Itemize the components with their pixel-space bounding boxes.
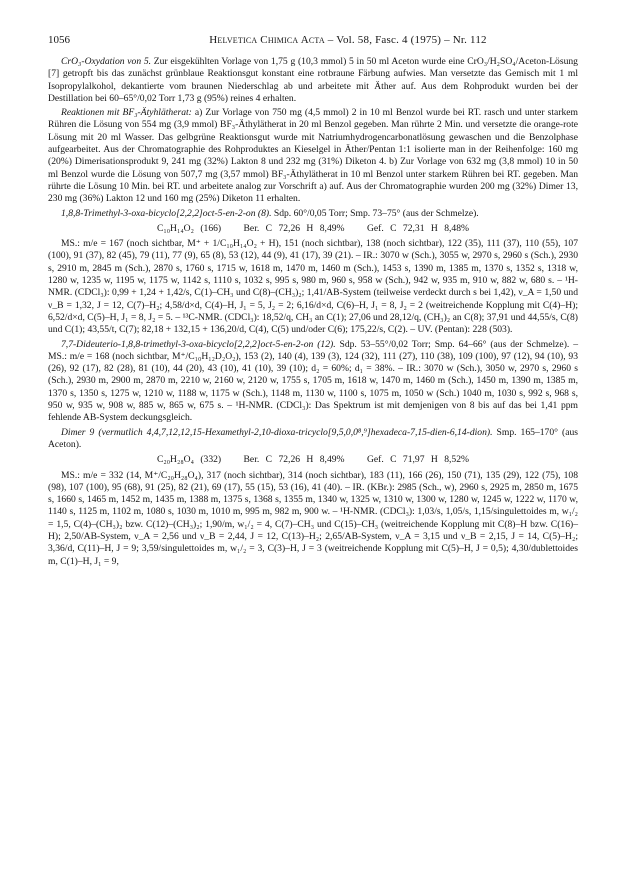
elemental-analysis-9 [48,454,578,466]
article-body [48,56,578,568]
page-number: 1056 [48,34,70,46]
calculated-values: Ber. C 72,26 H 8,49% [243,454,345,466]
paragraph-title: CrO₃-Oxydation von 5. [61,56,152,67]
paragraph-bf3-reactions [48,107,578,205]
paragraph-compound-12 [48,339,578,425]
paragraph-compound-8 [48,208,578,220]
spectral-data-8: MS.: m/e = 167 (noch sichtbar, M⁺ + 1/C₁₀H₁₄O₂ + H), 151 (noch sichtbar), 138 (noch sichtbar), 122 (35), 111 (37), 110 (55), 107 (100), 91 (37), 82 (45), 79 (11), 77 (9), 65 (8), 53 (12), 44 (9), 41 (17), 39 (21). – IR.: 3070 w (Sch.), 3055 w, 2970 s, 2960 s (Sch.), 2930 s, 2910 m, 2845 m (Sch.), 2870 s, 1760 s, 1715 w, 1618 m, 1470 m, 1460 m (Sch.), 1453 s, 1390 m, 1385 m, 1370 s, 1352 s, 1318 w, 1280 w, 1235 w, 1195 w, 1175 w, 1142 s, 1110 s, 1032 s, 995 s, 980 m, 960 s, 958 w (Sch.), 942 w, 935 m, 910 w, 882 w, 680 s. – ¹H-NMR. (CDCl₃): 0,99 + 1,24 + 1,42/s, C(1)–CH₃ und C(8)–(CH₃)₂; 1,41/AB-System (teilweise verdeckt durch s bei 1,42), ν_A = 1,50 und ν_B = 1,32, J = 12, C(7)–H₂; 4,58/d×d, C(4)–H, J₁ = 5, J₂ = 2; 6,16/d×d, C(6)–H, J₁ = 8, J₂ = 2 (weitreichende Kopplung mit C(4)–H); 6,52/d×d, C(5)–H, J₁ = 8, J₂ = 5. – ¹³C-NMR. (CDCl₃): 18,52/q, CH₃ an C(1); 27,06 und 28,12/q, (CH₃)₂ an C(8); 37,91 und 44,55/s, C(8) und C(1); 43,55/t, C(7); 82,18 + 132,15 + 136,20/d, C(4), C(5) und/oder C(6); 175,22/s, C(2). – UV. (Pentan): 228 (503). [48,238,578,336]
molecular-formula: C₁₀H₁₄O₂ (166) [156,222,222,234]
found-values: Gef. C 71,97 H 8,52% [366,454,470,466]
molecular-formula: C₂₀H₂₈O₄ (332) [156,454,222,466]
journal-title [118,34,578,46]
paragraph-cro3-oxidation [48,56,578,105]
compound-title: 7,7-Dideuterio-1,8,8-trimethyl-3-oxa-bicyclo[2,2,2]oct-5-en-2-on (12). [61,338,336,350]
paragraph-text: Sdp. 60°/0,05 Torr; Smp. 73–75° (aus der Schmelze). [271,207,479,219]
running-head [48,34,578,46]
compound-title: Dimer 9 (vermutlich 4,4,7,12,12,15-Hexamethyl-2,10-dioxa-tricyclo[9,5,0,0⁸,⁹]hexadeca-7,15-dien-6,14-dion). [61,426,493,438]
spectral-data-9: MS.: m/e = 332 (14, M⁺/C₂₀H₂₈O₄), 317 (noch sichtbar), 314 (noch sichtbar), 183 (11), 166 (26), 150 (71), 135 (29), 122 (75), 108 (98), 107 (100), 95 (68), 91 (25), 82 (21), 69 (17), 55 (15), 53 (16), 41 (40). – IR. (KBr.): 2985 (Sch., w), 2960 s, 2925 m, 2850 m, 1675 s, 1660 s, 1465 m, 1452 m, 1435 m, 1388 m, 1375 s, 1368 s, 1355 m, 1340 w, 1325 w, 1310 w, 1300 w, 1280 w, 1245 w, 1222 w, 1170 w, 1140 s, 1125 m, 1102 m, 1080 s, 1030 m, 1010 m, 995 m, 982 m, 900 w. – ¹H-NMR. (CDCl₃): 1,03/s, 1,05/s, 1,15/singulettoides m, w₁/₂ = 1,5, C(4)–(CH₃)₂ bzw. C(12)–(CH₃)₂; 1,90/m, w₁/₂ = 4, C(7)–CH₃ und C(15)–CH₃ (weitreichende Kopplung mit C(8)–H bzw. C(16)–H); 2,50/AB-System, ν_A = 2,56 und ν_B = 2,44, J = 12, C(13)–H₂; 2,65/AB-System, ν_A = 3,15 und ν_B = 2,15, J = 14, C(5)–H₂; 3,36/d, C(11)–H, J = 9; 3,59/singulettoides m, w₁/₂ = 3, C(3)–H, J = 3 (weitreichende Kopplung mit C(5)–H, J = 0,5); 4,30/dublettoides m, C(1)–H, J₁ = 9, [48,469,578,567]
paragraph-text: a) Zur Vorlage von 750 mg (4,5 mmol) 2 in 10 ml Benzol wurde bei RT. rasch und unter starkem Rühren die Lösung von 554 mg (3,9 mmol) BF₃-Äthylätherat in 20 ml Benzol gegeben. Man rührte 2 Min. und versetzte die orange-rote Lösung mit 20 ml Wasser. Das gelbgrüne Reaktionsgut wurde mit Natriumhydrogencarbonatlösung gewaschen und die Benzolphase aufgearbeitet. Aus der Chromatographie des Rohproduktes an Kieselgel in Äther/Pentan 1:1 isolierte man in der Reihenfolge: 160 mg (20%) Dimerisationsprodukt 9, 241 mg (32%) Lakton 8 und 232 mg (31%) Diketon 4. b) Zur Vorlage von 632 mg (3,8 mmol) 10 in 50 ml Benzol wurde die Lösung von 507,7 mg (3,57 mmol) BF₃-Äthylätherat in 10 ml Benzol unter starkem Rühren bei RT. gegeben. Man rührte die Lösung 10 Min. bei RT. und arbeitete analog zur Vorschrift a) auf. Aus der Chromatographie wurden 200 mg (32%) Dimer 13, 230 mg (36%) Lakton 12 und 160 mg (25%) Diketon 11 erhalten. [48,107,578,205]
paragraph-text: Smp. 165–170° (aus Aceton). [48,426,578,450]
paragraph-dimer-9 [48,427,578,452]
journal-name: Helvetica Chimica Acta [209,34,325,46]
paragraph-title: Reaktionen mit BF₃-Ätyhlätherat: [61,107,192,119]
compound-title: 1,8,8-Trimethyl-3-oxa-bicyclo[2,2,2]oct-5-en-2-on (8). [61,207,272,219]
elemental-analysis-8 [48,223,578,235]
volume-info: – Vol. 58, Fasc. 4 (1975) – Nr. 112 [324,34,487,46]
paragraph-text: Zur eisgekühlten Vorlage von 1,75 g (10,3 mmol) 5 in 50 ml Aceton wurde eine CrO₃/H₂SO₄/Aceton-Lösung [7] getropft bis das zunächst grünblaue Reaktionsgut konstant eine rotbraune Färbung aufwies. Man versetzte das Gemisch mit 1 ml Isopropylalkohol, dekantierte vom braunen Niederschlag ab und arbeitete mit Äther auf. Aus dem Rohprodukt wurden bei der Destillation bei 60–65°/0,02 Torr 1,73 g (95%) reines 4 erhalten. [48,56,578,104]
calculated-values: Ber. C 72,26 H 8,49% [243,222,345,234]
paragraph-text: Sdp. 53–55°/0,02 Torr; Smp. 64–66° (aus der Schmelze). – MS.: m/e = 168 (noch sichtbar, M⁺/C₁₀H₁₂D₂O₂), 153 (2), 140 (4), 139 (3), 124 (32), 111 (27), 110 (38), 109 (100), 97 (12), 94 (10), 93 (26), 92 (17), 82 (28), 81 (10), 44 (20), 43 (10), 41 (10), 39 (10); d₂ = 60%; d₁ = 38%. – IR.: 3070 w (Sch.), 3050 w, 2970 s, 2960 s (Sch.), 2930 m, 2900 m, 2870 m, 2210 w, 2160 w, 2120 w, 1755 s, 1705 m, 1618 w, 1470 m, 1460 m (Sch.), 1450 m, 1390 m, 1385 m, 1370 s, 1350 s, 1275 w, 1210 w, 1188 w, 1175 w (Sch.), 1148 m, 1130 w, 1100 s, 1075 m, 1050 w (Sch.) 1040 m, 1030 s, 992 s, 968 s, 950 w, 935 w, 908 w, 885 w, 865 w, 675 s. – ¹H-NMR. (CDCl₃): Das Spektrum ist mit demjenigen von 8 bis auf das bei 1,41 ppm fehlende AB-System deckungsgleich. [48,338,578,424]
found-values: Gef. C 72,31 H 8,48% [366,222,470,234]
